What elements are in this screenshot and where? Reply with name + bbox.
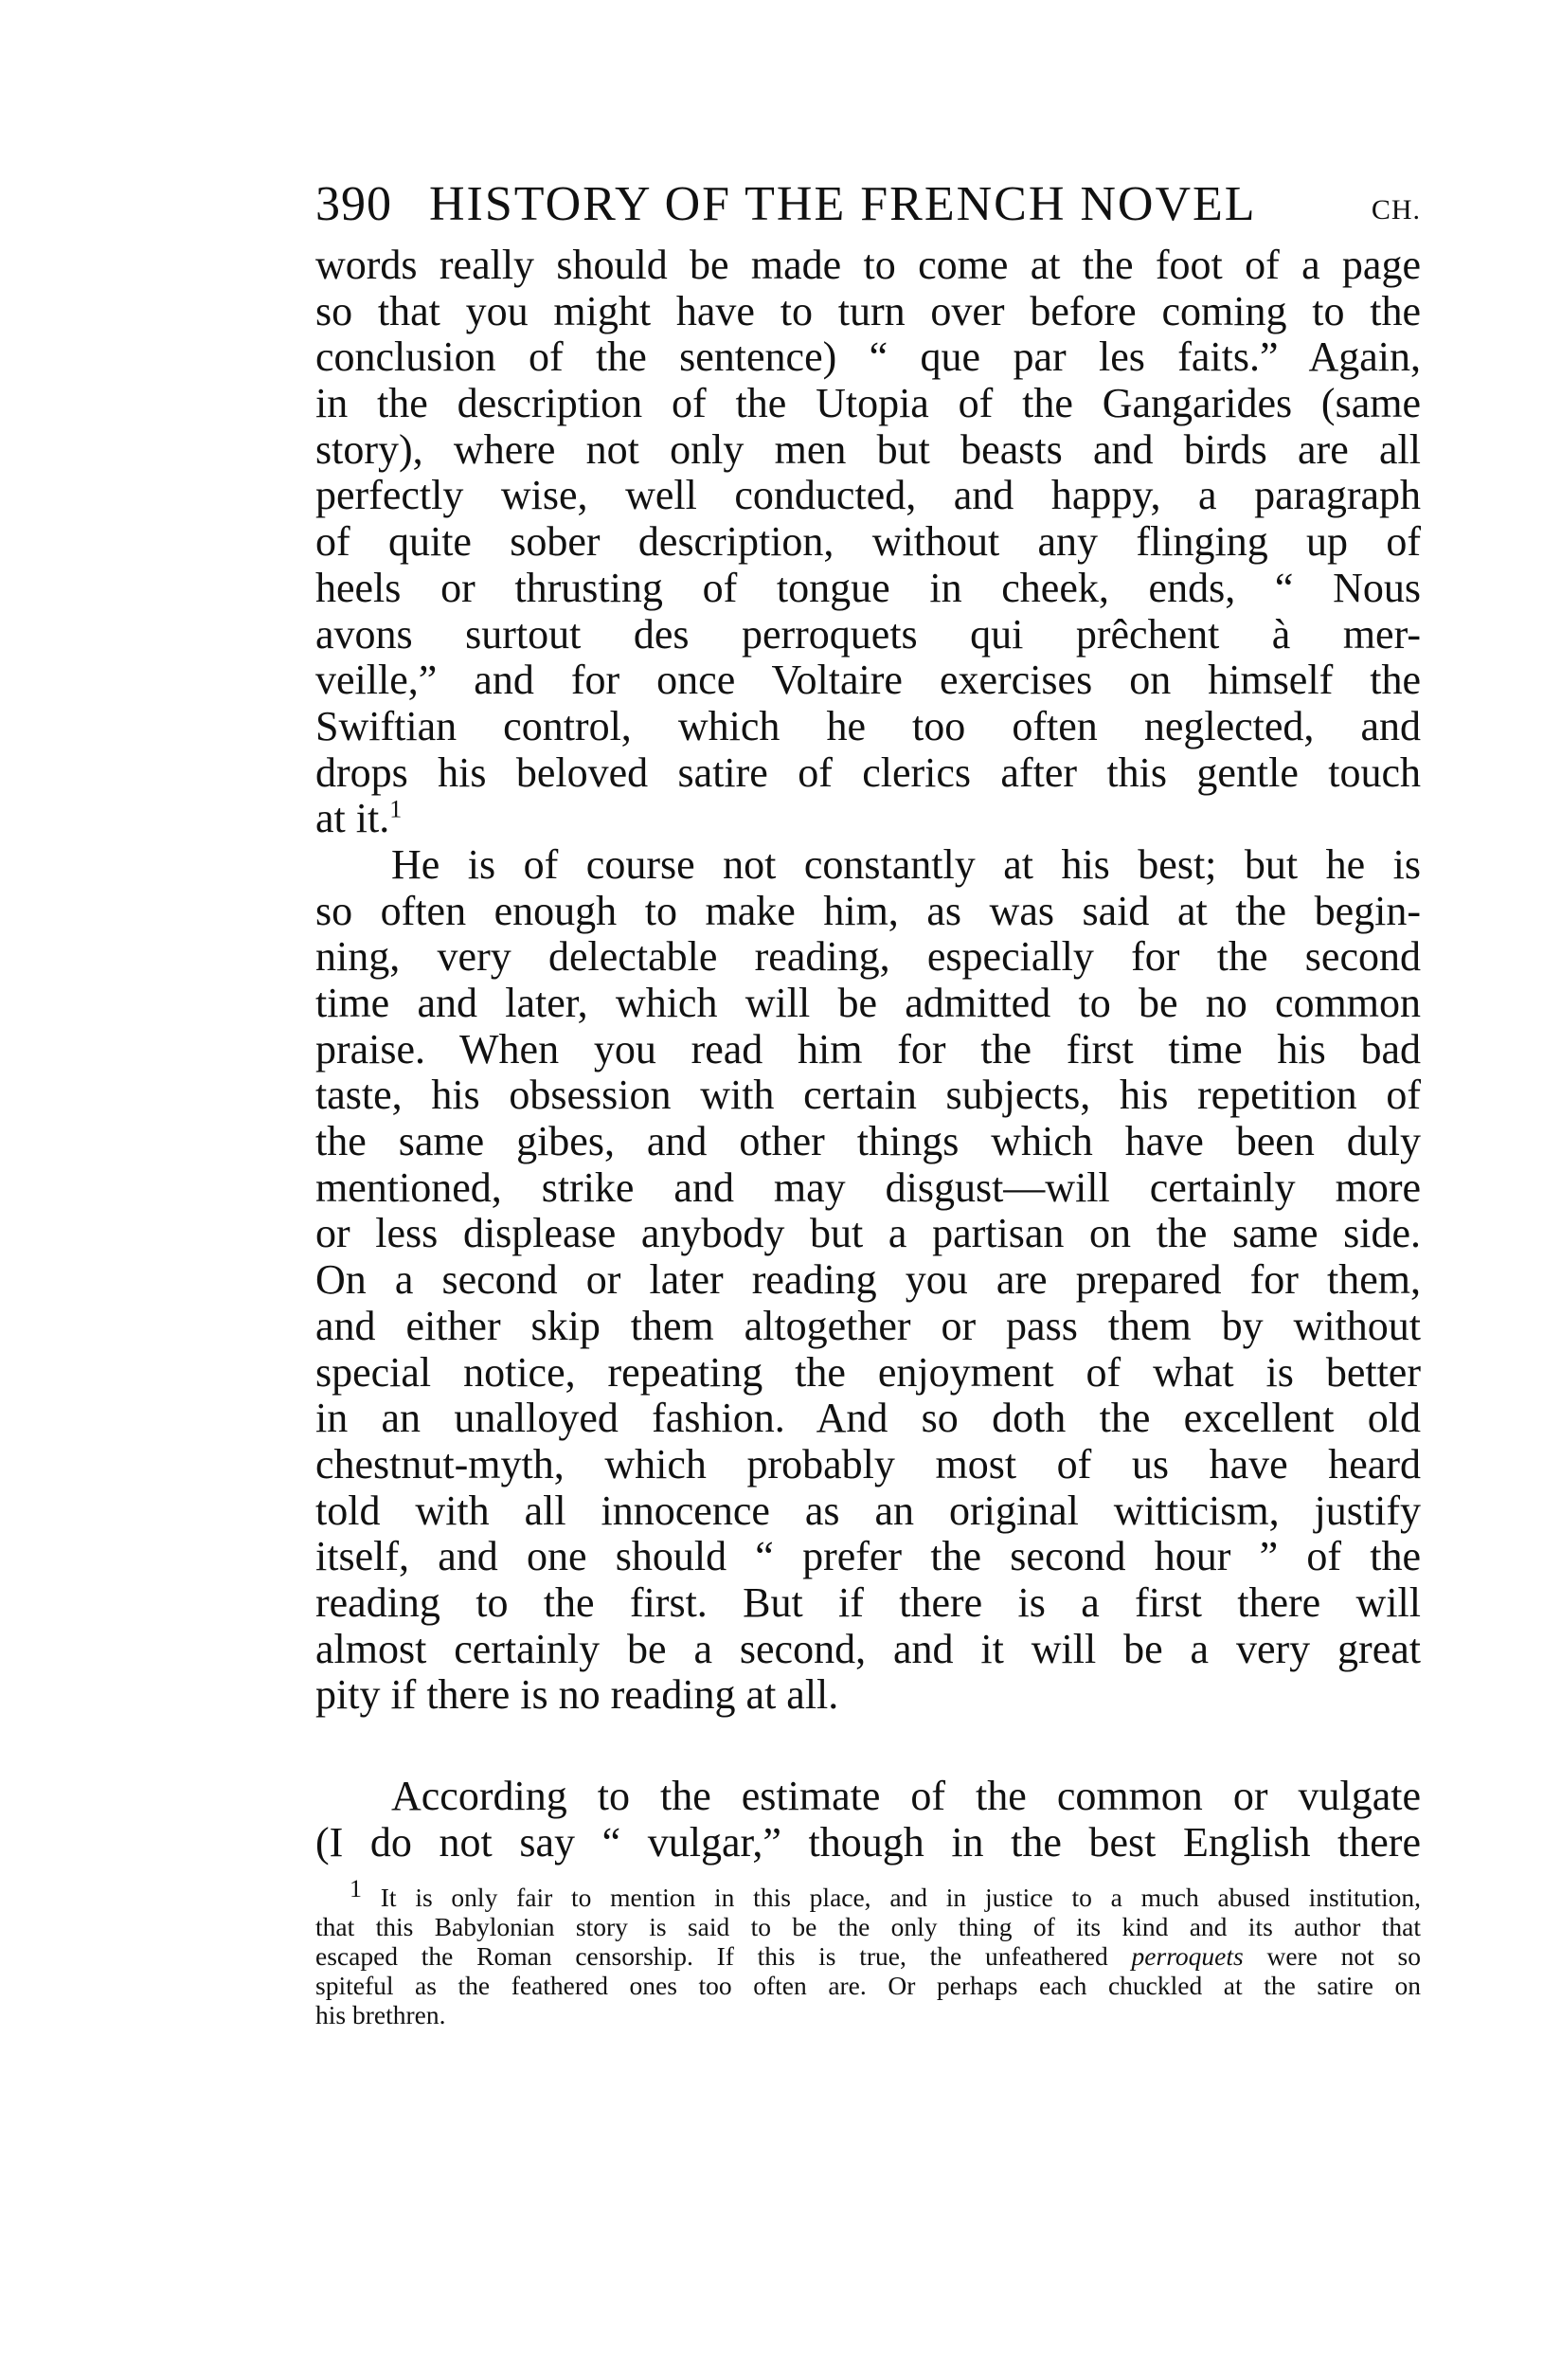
body-line: taste, his obsession with certain subjects, his repetition of (315, 1072, 1421, 1119)
body-line: or less displease anybody but a partisan on the same side. (315, 1210, 1421, 1257)
body-line: praise. When you read him for the first time his bad (315, 1025, 1421, 1073)
body-line: Swiftian control, which he too often neglected, and (315, 702, 1421, 749)
body-line: time and later, which will be admitted to be no common (315, 980, 1421, 1026)
footnote-line: spiteful as the feathered ones too often are. Or perhaps each chuckled at the satire on (315, 1971, 1421, 2001)
body-line-with-footnote-ref (315, 796, 1421, 842)
footnote-line: his brethren. (315, 2000, 446, 2030)
body-text (315, 243, 1421, 1866)
paragraph-start: According to the estimate of the common or vulgate (391, 1773, 1421, 1819)
body-line: in the description of the Utopia of the Gangarides (same (315, 380, 1421, 427)
body-line: story), where not only men but beasts and birds are all (315, 425, 1421, 473)
body-line: drops his beloved satire of clerics after this gentle touch (315, 748, 1421, 796)
footnote-line (315, 1875, 1421, 1913)
body-line: chestnut-myth, which probably most of us have heard (315, 1440, 1421, 1488)
body-line: so often enough to make him, as was said at the begin- (315, 887, 1421, 934)
body-line: itself, and one should “ prefer the second hour ” of the (315, 1533, 1421, 1580)
body-line: conclusion of the sentence) “ que par les faits.” Again, (315, 334, 1421, 381)
body-line-text: at it. (315, 795, 390, 842)
body-line: heels or thrusting of tongue in cheek, ends, “ Nous (315, 564, 1421, 611)
body-line: ning, very delectable reading, especially for the second (315, 933, 1421, 981)
body-line: reading to the first. But if there is a first there will (315, 1578, 1421, 1626)
body-line: On a second or later reading you are prepared for them, (315, 1256, 1421, 1304)
body-line: mentioned, strike and may disgust—will certainly more (315, 1163, 1421, 1211)
running-title: HISTORY OF THE FRENCH NOVEL (429, 177, 1257, 231)
footnote-marker: 1 (350, 1875, 362, 1903)
body-line: perfectly wise, well conducted, and happy, a paragraph (315, 472, 1421, 519)
footnote (315, 1875, 1421, 2030)
body-line: in an unalloyed fashion. And so doth the excellent old (315, 1395, 1421, 1442)
footnote-line: that this Babylonian story is said to be the only thing of its kind and its author that (315, 1912, 1421, 1942)
chapter-mark: CH. (1371, 194, 1421, 225)
body-line: so that you might have to turn over before coming to the (315, 287, 1421, 334)
body-line: almost certainly be a second, and it will be a very great (315, 1625, 1421, 1672)
book-page (315, 171, 1421, 2029)
body-line: told with all innocence as an original witticism, justify (315, 1487, 1421, 1534)
footnote-reference: 1 (389, 795, 403, 823)
footnote-text: were not so (1266, 1941, 1421, 1972)
paragraph-start: He is of course not constantly at his best; but he is (391, 840, 1421, 888)
body-line: avons surtout des perroquets qui prêchent à mer- (315, 610, 1421, 658)
body-line: (I do not say “ vulgar,” though in the best English there (315, 1818, 1421, 1866)
body-line: veille,” and for once Voltaire exercises on himself the (315, 657, 1421, 704)
body-line: and either skip them altogether or pass them by without (315, 1302, 1421, 1349)
running-head (315, 171, 1421, 239)
footnote-text: It is only fair to mention in this place, and in justice to a much abused institution, (380, 1883, 1421, 1913)
body-line: pity if there is no reading at all. (315, 1671, 839, 1719)
section-break (315, 1719, 1421, 1774)
body-line: words really should be made to come at the foot of a page (315, 242, 1421, 288)
body-line: of quite sober description, without any flinging up of (315, 518, 1421, 566)
body-line: special notice, repeating the enjoyment of what is better (315, 1348, 1421, 1396)
footnote-line (315, 1941, 1421, 1971)
body-line: the same gibes, and other things which have been duly (315, 1118, 1421, 1165)
footnote-text: escaped the Roman censorship. If this is true, the unfeathered (315, 1941, 1108, 1972)
footnote-italic-word: perroquets (1131, 1941, 1244, 1972)
page-number: 390 (315, 177, 392, 231)
